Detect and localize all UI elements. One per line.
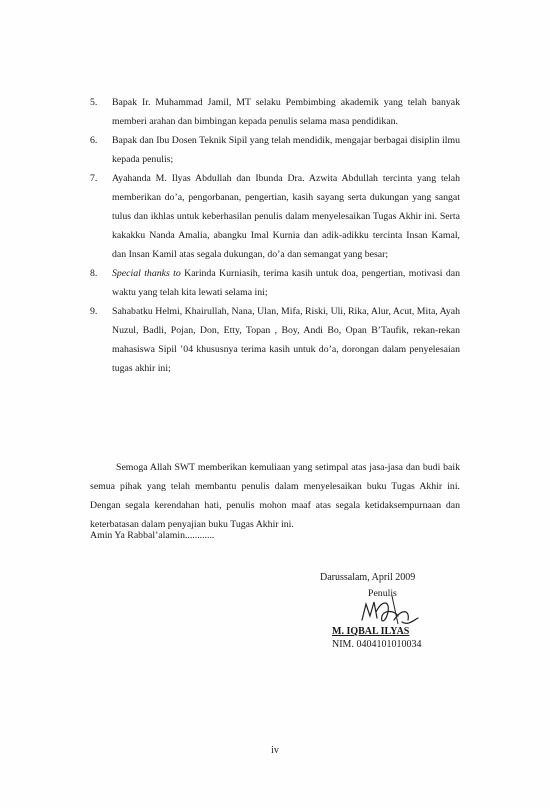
place-date: Darussalam, April 2009 bbox=[320, 572, 416, 583]
author-name: M. IQBAL ILYAS bbox=[332, 626, 410, 637]
item-italic-phrase: Special thanks to bbox=[112, 268, 181, 279]
item-number: 8. bbox=[90, 268, 98, 279]
amin-line: Amin Ya Rabbal’alamin............ bbox=[90, 530, 215, 541]
list-item bbox=[90, 131, 460, 169]
author-nim: NIM. 0404101010034 bbox=[332, 639, 422, 650]
item-number: 6. bbox=[90, 135, 98, 146]
author-role: Penulis bbox=[368, 588, 397, 599]
item-text-rest: Karinda Kurniasih, terima kasih untuk doa, pengertian, motivasi dan waktu yang telah kita lewati selama ini; bbox=[112, 268, 460, 298]
item-text: Bapak Ir. Muhammad Jamil, MT selaku Pembimbing akademik yang telah banyak memberi arahan dan bimbingan kepada penulis selama masa pendidikan. bbox=[112, 97, 460, 127]
item-number: 9. bbox=[90, 306, 98, 317]
page-number: iv bbox=[271, 745, 279, 756]
item-text: Bapak dan Ibu Dosen Teknik Sipil yang telah mendidik, mengajar berbagai disiplin ilmu kepada penulis; bbox=[112, 135, 460, 165]
closing-paragraph: Semoga Allah SWT memberikan kemuliaan yang setimpal atas jasa-jasa dan budi baik semua pihak yang telah membantu penulis dalam menyelesaikan buku Tugas Akhir ini. Dengan segala kerendahan hati, penulis mohon maaf atas segala ketidaksempurnaan dan keterbatasan dalam penyajian buku Tugas Akhir ini. bbox=[90, 462, 460, 530]
list-item bbox=[90, 169, 460, 264]
item-number: 5. bbox=[90, 97, 98, 108]
item-text: Ayahanda M. Ilyas Abdullah dan Ibunda Dra. Azwita Abdullah tercinta yang telah memberikan do’a, pengorbanan, pengertian, kasih sayang serta dukungan yang sangat tulus dan ikhlas untuk keberhasilan penulis dalam menyelesaikan Tugas Akhir ini. Serta kakakku Nanda Amalia, abangku Imal Kurnia dan adik-adikku tercinta Insan Kamal, dan Insan Kamil atas segala dukungan, do’a dan semangat yang besar; bbox=[112, 173, 460, 260]
list-item bbox=[90, 264, 460, 302]
item-text: Sahabatku Helmi, Khairullah, Nana, Ulan, Mifa, Riski, Uli, Rika, Alur, Acut, Mita, Ayah Nuzul, Badli, Pojan, Don, Etty, Topan , Boy, Andi Bo, Opan B’Taufik, rekan-rekan mahasiswa Sipil ’04 khususnya terima kasih untuk do’a, dorongan dalam penyelesaian tugas akhir ini; bbox=[112, 306, 460, 374]
item-number: 7. bbox=[90, 173, 98, 184]
list-item bbox=[90, 93, 460, 131]
acknowledgement-list bbox=[90, 93, 460, 378]
list-item bbox=[90, 302, 460, 378]
item-text bbox=[112, 264, 460, 302]
